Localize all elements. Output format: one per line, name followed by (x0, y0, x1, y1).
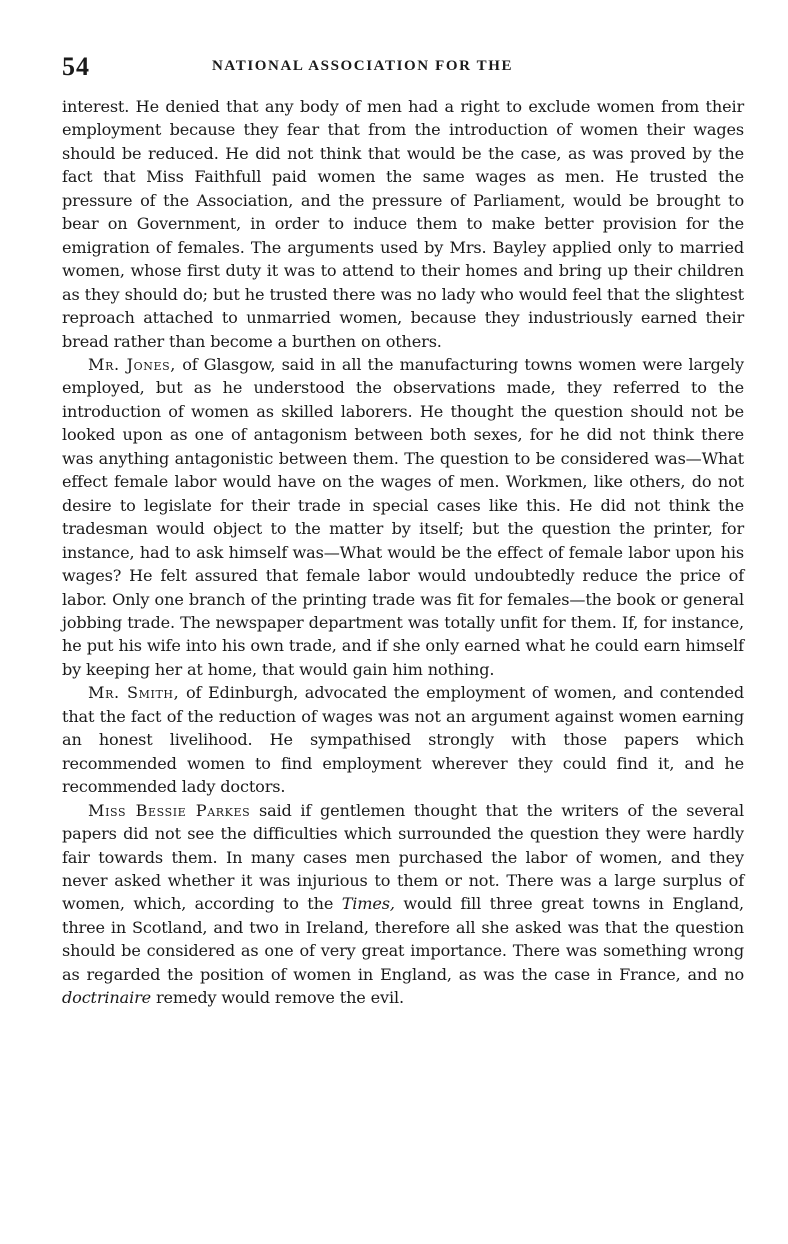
paragraph-1-text: interest. He denied that any body of men had a right to exclude women from their employment because they fear that from the introduction of women their wages should be reduced. He did not think that would be the case, as was proved by the fact that Miss Faithfull paid women the same wages as men. He trusted the pressure of the Association, and the pressure of Parliament, would be brought to bear on Government, in order to induce them to make better provision for the emigration of females. The arguments used by Mrs. Bayley applied only to married women, whose first duty it was to attend to their homes and bring up their children as they should do; but he trusted there was no lady who would feel that the slightest reproach attached to unmarried women, because they industriously earned their bread rather than become a burthen on others. (62, 97, 744, 351)
paragraph-4-text-c: remedy would remove the evil. (151, 988, 404, 1008)
paragraph-4-text-b: would fill three great towns in England, three in Scotland, and two in Ireland, therefore all she asked was that the question should be considered as one of very great importance. There was something wrong as regarded the position of women in England, as was the case in France, and no (62, 894, 744, 984)
paragraph-4-text-a: said if gentlemen thought that the writers of the several papers did not see the difficulties which surrounded the question they were hardly fair towards them. In many cases men purchased the labor of women, and they never asked whether it was injurious to them or not. There was a large surplus of women, which, according to the (62, 800, 744, 914)
paragraph-3-text: of Edinburgh, advocated the employment of women, and contended that the fact of the reduction of wages was not an argument against women earning an honest livelihood. He sympathised strongly with those papers which recommended women to find employment wherever they could find it, and he recommended lady doctors. (62, 683, 744, 797)
paragraph-4 (62, 799, 744, 1010)
times-reference: Times, (341, 894, 395, 914)
doctrinaire-word: doctrinaire (62, 988, 151, 1008)
running-head: NATIONAL ASSOCIATION FOR THE (212, 58, 514, 74)
speaker-smith: Mr. Smith, (88, 683, 180, 703)
paragraph-1 (62, 95, 744, 353)
page-header (62, 52, 762, 82)
body-text (62, 95, 744, 1010)
paragraph-2 (62, 353, 744, 681)
paragraph-3 (62, 681, 744, 798)
page-number: 54 (62, 52, 90, 81)
paragraph-2-text: of Glasgow, said in all the manufacturing towns women were largely employed, but as he understood the observations made, they referred to the introduction of women as skilled laborers. He thought the question should not be looked upon as one of antagonism between both sexes, for he did not think there was anything antagonistic between them. The question to be considered was—What effect female labor would have on the wages of men. Workmen, like others, do not desire to legislate for their trade in special cases like this. He did not think the tradesman would object to the matter by itself; but the question the printer, for instance, had to ask himself was—What would be the effect of female labor upon his wages? He felt assured that female labor would undoubtedly reduce the price of labor. Only one branch of the printing trade was fit for females—the book or general jobbing trade. The newspaper department was totally unfit for them. If, for instance, he put his wife into his own trade, and if she only earned what he could earn himself by keeping her at home, that would gain him nothing. (62, 354, 744, 679)
speaker-jones: Mr. Jones, (88, 354, 176, 374)
speaker-parkes: Miss Bessie Parkes (88, 800, 251, 820)
